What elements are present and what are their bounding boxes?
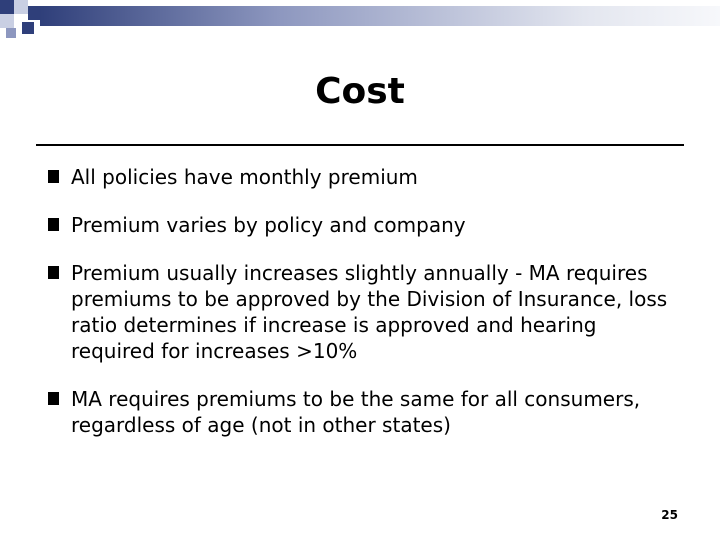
bullet-item	[46, 212, 686, 238]
square-bullet-icon	[48, 218, 59, 231]
title-divider	[36, 144, 684, 146]
slide-title: Cost	[315, 71, 405, 112]
page-number: 25	[661, 508, 678, 522]
bullet-list	[46, 164, 686, 460]
bullet-text: MA requires premiums to be the same for all consumers, regardless of age (not in other states)	[71, 387, 641, 437]
bullet-text: All policies have monthly premium	[71, 165, 418, 189]
square-bullet-icon	[48, 392, 59, 405]
square-bullet-icon	[48, 266, 59, 279]
bullet-text: Premium usually increases slightly annually - MA requires premiums to be approved by the Division of Insurance, loss ratio determines if increase is approved and hearing required for increases >10%	[71, 261, 668, 363]
bullet-item	[46, 386, 686, 438]
header-gradient-band	[40, 6, 720, 26]
bullet-item	[46, 260, 686, 364]
square-bullet-icon	[48, 170, 59, 183]
bullet-item	[46, 164, 686, 190]
bullet-text: Premium varies by policy and company	[71, 213, 466, 237]
